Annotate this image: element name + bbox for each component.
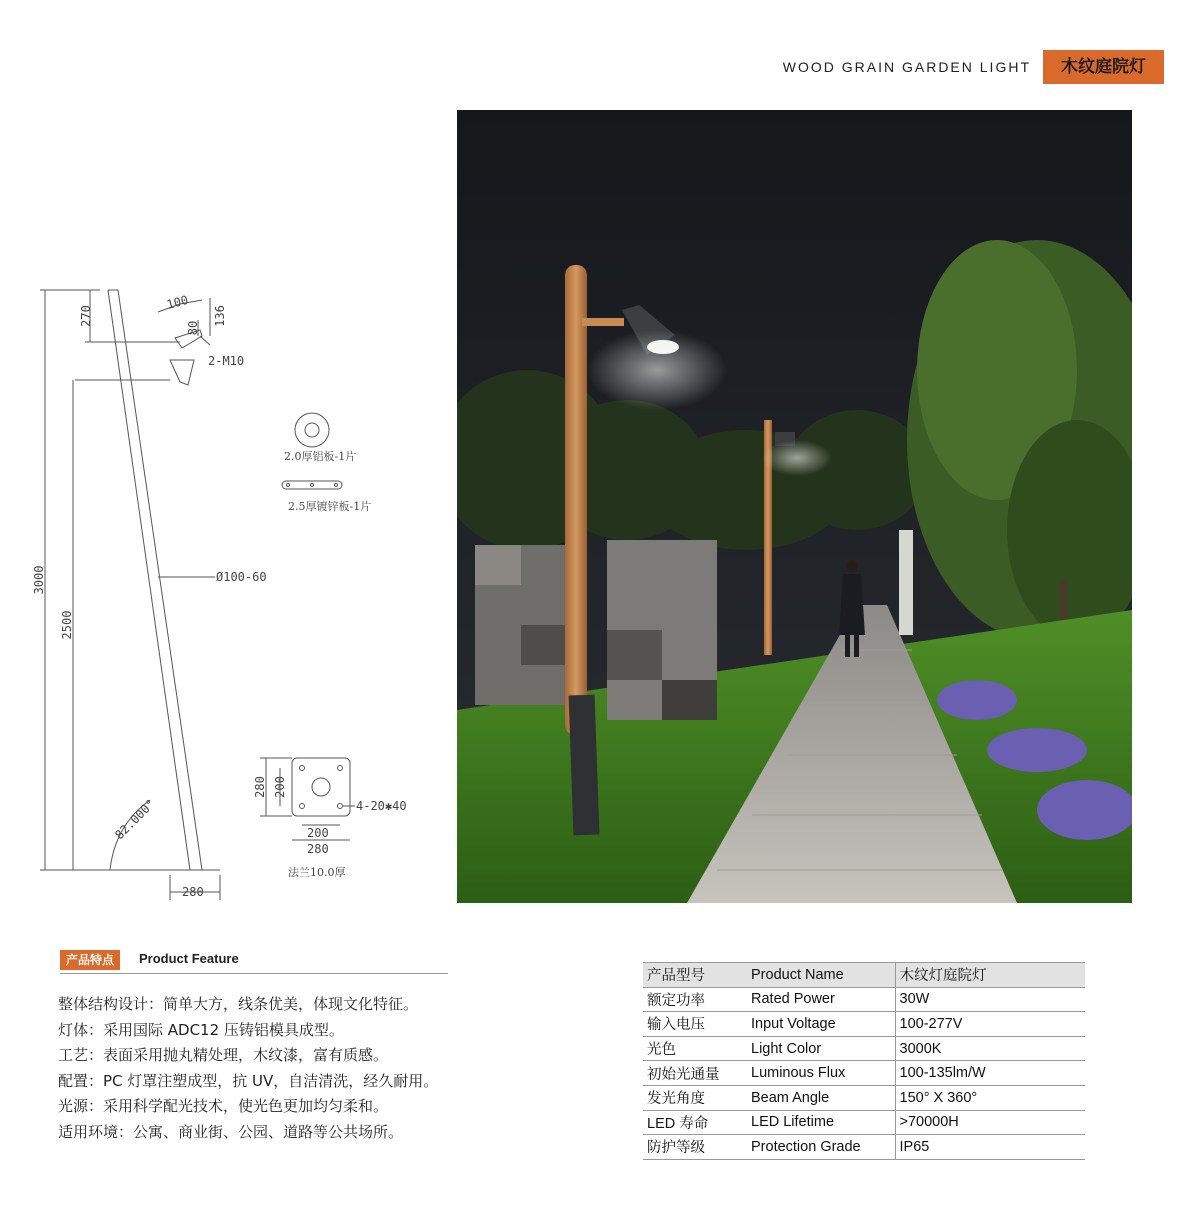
spec-en: Light Color [747, 1036, 895, 1061]
plate1-outer [295, 413, 329, 447]
feature-list [58, 992, 518, 1145]
table-row [643, 1012, 1085, 1037]
spec-cn: 光色 [643, 1036, 747, 1061]
technical-drawing [30, 280, 430, 910]
title-en: WOOD GRAIN GARDEN LIGHT [782, 59, 1031, 75]
dim-3000-label: 3000 [32, 565, 46, 595]
spec-value: IP65 [895, 1135, 1085, 1160]
drawing-svg [30, 280, 430, 910]
plate1-label: 2.0厚铝板-1片 [284, 450, 357, 463]
flange-center-hole [312, 778, 330, 796]
dim-100-label: 100 [165, 292, 190, 312]
product-photo [457, 110, 1132, 903]
flange-holes-label: 4-20✱40 [356, 799, 407, 813]
spec-cn: 额定功率 [643, 987, 747, 1012]
title-cn: 木纹庭院灯 [1043, 50, 1164, 84]
dim-2500-label: 2500 [60, 610, 74, 640]
spec-cn: 产品型号 [643, 963, 747, 988]
feature-line: 适用环境：公寓、商业街、公园、道路等公共场所。 [58, 1122, 404, 1141]
feature-line: 工艺：表面采用抛丸精处理，木纹漆，富有质感。 [58, 1046, 389, 1064]
spec-cn: 输入电压 [643, 1012, 747, 1037]
angle-label: 82.000° [112, 796, 158, 843]
dim-80-label: 80 [186, 320, 200, 336]
table-row [643, 1085, 1085, 1110]
table-row [643, 1135, 1085, 1160]
feature-tag: 产品特点 [60, 950, 120, 970]
lamp-arm [582, 318, 624, 326]
spec-cn: 发光角度 [643, 1085, 747, 1110]
flange-280h-label: 280 [307, 842, 329, 856]
plate2-label: 2.5厚镀锌板-1片 [288, 500, 372, 513]
flange-280v-label: 280 [253, 776, 267, 798]
feature-line: 整体结构设计：简单大方，线条优美，体现文化特征。 [58, 995, 419, 1013]
spec-en: Beam Angle [747, 1085, 895, 1110]
feature-line: 灯体：采用国际 ADC12 压铸铝模具成型。 [58, 1020, 344, 1039]
flange-plate [292, 758, 350, 816]
feature-line: 光源：采用科学配光技术，使光色更加均匀柔和。 [58, 1097, 389, 1115]
spec-value: 150° X 360° [895, 1085, 1085, 1110]
flange-note-label: 法兰10.0厚 [288, 866, 346, 879]
table-row [643, 1036, 1085, 1061]
dim-270-label: 270 [79, 305, 93, 327]
table-row [643, 987, 1085, 1012]
table-row [643, 1061, 1085, 1086]
page-header [783, 50, 1164, 84]
spec-cn: 防护等级 [643, 1135, 747, 1160]
spec-cn: 初始光通量 [643, 1061, 747, 1086]
spec-en: Rated Power [747, 987, 895, 1012]
spec-value: 木纹灯庭院灯 [895, 963, 1085, 988]
spec-value: 100-277V [895, 1012, 1085, 1037]
feature-line: 配置：PC 灯罩注塑成型，抗 UV，自洁清洗，经久耐用。 [58, 1071, 439, 1090]
lamp-glow [587, 330, 727, 410]
spec-en: LED Lifetime [747, 1110, 895, 1135]
feature-title: Product Feature [139, 951, 239, 966]
spec-en: Input Voltage [747, 1012, 895, 1037]
spec-en: Protection Grade [747, 1135, 895, 1160]
plate1-inner [305, 423, 319, 437]
lamp-pole [565, 265, 587, 735]
spec-value: 100-135lm/W [895, 1061, 1085, 1086]
spec-cn: LED 寿命 [643, 1110, 747, 1135]
spec-en: Product Name [747, 963, 895, 988]
table-row [643, 1110, 1085, 1135]
pole-diameter-label: Ø100-60 [216, 570, 267, 584]
dim-136-label: 136 [213, 305, 227, 327]
pole-right-edge [118, 290, 202, 870]
base-280-label: 280 [182, 885, 204, 899]
lamp-base [569, 695, 600, 836]
spec-value: 3000K [895, 1036, 1085, 1061]
photo-scene [457, 110, 1132, 903]
sign-post [899, 530, 913, 635]
flange-200v-label: 200 [273, 776, 287, 798]
spec-value: 30W [895, 987, 1085, 1012]
flange-200h-label: 200 [307, 826, 329, 840]
spec-en: Luminous Flux [747, 1061, 895, 1086]
spec-value: >70000H [895, 1110, 1085, 1135]
feature-header [60, 950, 448, 974]
lamp-shade-shape [170, 360, 194, 385]
spec-table [643, 962, 1085, 1160]
table-row [643, 963, 1085, 988]
plate2-strip [282, 481, 342, 489]
bolt-label: 2-M10 [208, 354, 245, 368]
